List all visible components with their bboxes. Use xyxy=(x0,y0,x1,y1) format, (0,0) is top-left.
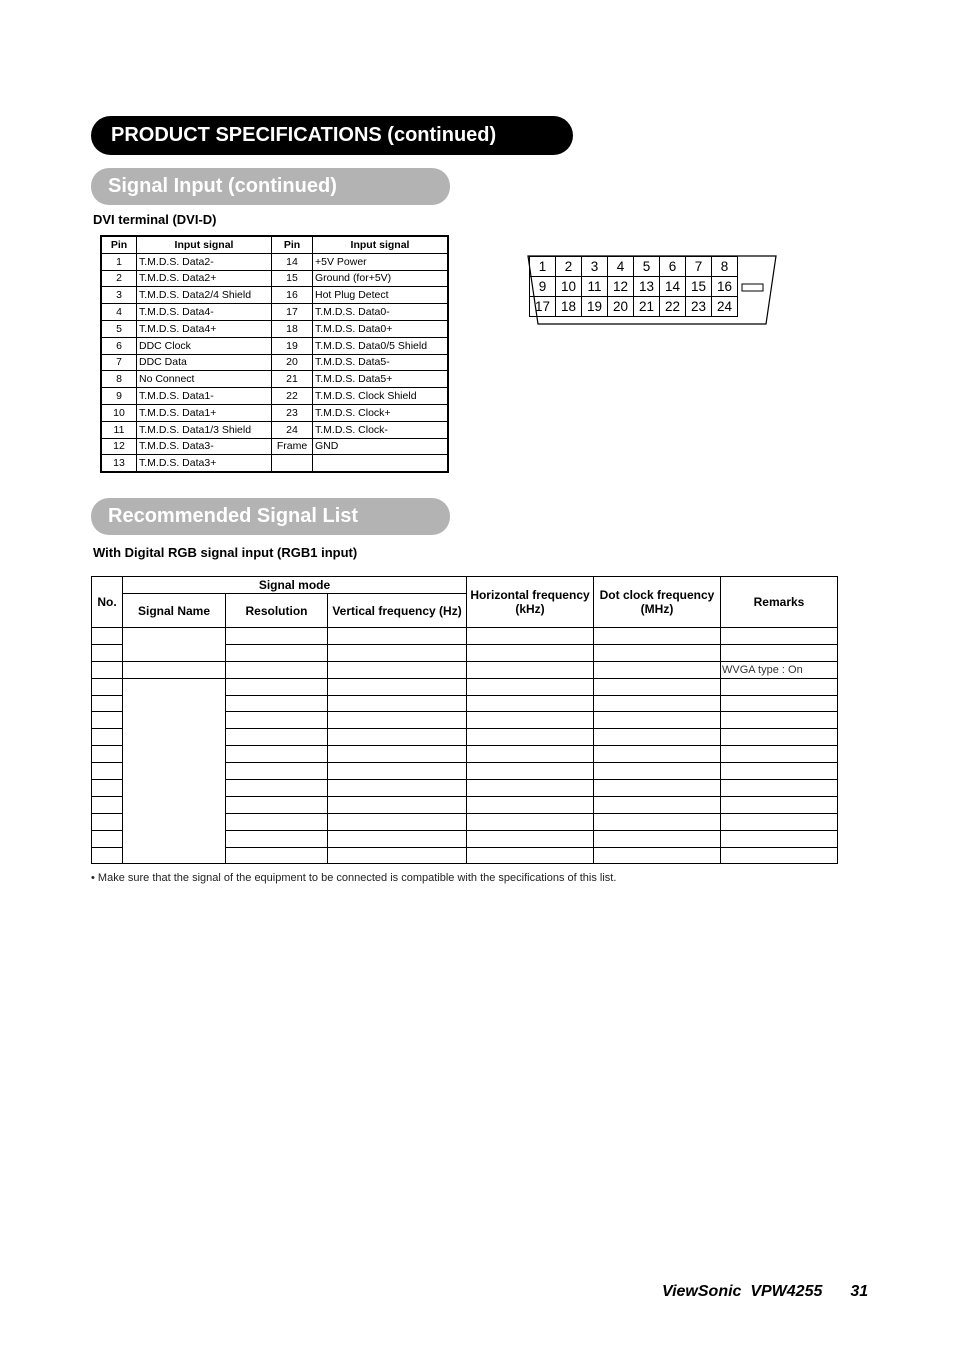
cell-horizontal-frequency xyxy=(467,763,594,780)
cell-no xyxy=(92,830,123,847)
cell-resolution xyxy=(226,813,328,830)
input-signal: T.M.D.S. Data1+ xyxy=(137,404,272,421)
pin-number: 22 xyxy=(272,388,313,405)
cell-dot-clock xyxy=(594,763,721,780)
connector-pin: 24 xyxy=(712,297,738,317)
cell-vertical-frequency xyxy=(328,763,467,780)
cell-horizontal-frequency xyxy=(467,796,594,813)
pin-number: 1 xyxy=(101,253,137,270)
col-remarks: Remarks xyxy=(721,577,838,628)
cell-resolution xyxy=(226,847,328,864)
connector-pin: 12 xyxy=(608,277,634,297)
input-signal: DDC Data xyxy=(137,354,272,371)
connector-pin: 8 xyxy=(712,257,738,277)
col-pin: Pin xyxy=(272,236,313,253)
pin-number: 5 xyxy=(101,320,137,337)
cell-dot-clock xyxy=(594,644,721,661)
cell-horizontal-frequency xyxy=(467,712,594,729)
pin-number: 24 xyxy=(272,421,313,438)
cell-remarks xyxy=(721,780,838,797)
cell-no xyxy=(92,763,123,780)
cell-resolution xyxy=(226,661,328,678)
pin-number: 16 xyxy=(272,287,313,304)
input-signal: T.M.D.S. Data2+ xyxy=(137,270,272,287)
table-row xyxy=(101,320,448,337)
input-signal: T.M.D.S. Data5- xyxy=(313,354,449,371)
table-row xyxy=(101,270,448,287)
cell-dot-clock xyxy=(594,780,721,797)
cell-horizontal-frequency xyxy=(467,628,594,645)
cell-dot-clock xyxy=(594,695,721,712)
connector-pin: 9 xyxy=(530,277,556,297)
pin-number: 20 xyxy=(272,354,313,371)
footer-brand: ViewSonic VPW4255 xyxy=(662,1283,823,1300)
pin-number: 11 xyxy=(101,421,137,438)
cell-resolution xyxy=(226,628,328,645)
cell-vertical-frequency xyxy=(328,813,467,830)
pin-number: 3 xyxy=(101,287,137,304)
table-row xyxy=(92,678,838,695)
cell-no xyxy=(92,661,123,678)
cell-remarks xyxy=(721,729,838,746)
cell-dot-clock xyxy=(594,661,721,678)
cell-horizontal-frequency xyxy=(467,813,594,830)
section-recommended-signal-list: Recommended Signal List xyxy=(91,498,450,535)
connector-pin: 19 xyxy=(582,297,608,317)
input-signal: T.M.D.S. Data0/5 Shield xyxy=(313,337,449,354)
cell-dot-clock xyxy=(594,796,721,813)
cell-dot-clock xyxy=(594,830,721,847)
connector-pin-row xyxy=(530,297,738,317)
table-row xyxy=(101,438,448,455)
cell-remarks xyxy=(721,830,838,847)
cell-vertical-frequency xyxy=(328,830,467,847)
connector-pin: 2 xyxy=(556,257,582,277)
cell-resolution xyxy=(226,780,328,797)
dvi-heading: DVI terminal (DVI-D) xyxy=(93,212,217,227)
cell-horizontal-frequency xyxy=(467,644,594,661)
cell-vertical-frequency xyxy=(328,695,467,712)
cell-vertical-frequency xyxy=(328,847,467,864)
cell-dot-clock xyxy=(594,813,721,830)
cell-dot-clock xyxy=(594,746,721,763)
connector-pin: 15 xyxy=(686,277,712,297)
connector-pin: 4 xyxy=(608,257,634,277)
cell-signal-name xyxy=(123,628,226,662)
cell-horizontal-frequency xyxy=(467,830,594,847)
connector-pin: 6 xyxy=(660,257,686,277)
connector-pin: 23 xyxy=(686,297,712,317)
col-resolution: Resolution xyxy=(226,594,328,628)
cell-resolution xyxy=(226,695,328,712)
cell-signal-name xyxy=(123,678,226,864)
cell-vertical-frequency xyxy=(328,729,467,746)
pin-number: 19 xyxy=(272,337,313,354)
cell-remarks xyxy=(721,644,838,661)
cell-remarks xyxy=(721,847,838,864)
cell-dot-clock xyxy=(594,847,721,864)
pin-number: 7 xyxy=(101,354,137,371)
input-signal: DDC Clock xyxy=(137,337,272,354)
cell-dot-clock xyxy=(594,628,721,645)
cell-no xyxy=(92,729,123,746)
col-pin: Pin xyxy=(101,236,137,253)
cell-no xyxy=(92,746,123,763)
table-row xyxy=(101,388,448,405)
cell-vertical-frequency xyxy=(328,678,467,695)
pin-number xyxy=(272,455,313,472)
cell-horizontal-frequency xyxy=(467,729,594,746)
signal-list-heading: With Digital RGB signal input (RGB1 input) xyxy=(93,545,358,560)
section-signal-input: Signal Input (continued) xyxy=(91,168,450,205)
input-signal: T.M.D.S. Clock- xyxy=(313,421,449,438)
connector-pin-row xyxy=(530,277,738,297)
table-row xyxy=(101,354,448,371)
cell-vertical-frequency xyxy=(328,644,467,661)
cell-horizontal-frequency xyxy=(467,661,594,678)
cell-no xyxy=(92,695,123,712)
input-signal: T.M.D.S. Data3+ xyxy=(137,455,272,472)
connector-key-slot xyxy=(742,284,763,291)
connector-pin: 21 xyxy=(634,297,660,317)
connector-pin: 18 xyxy=(556,297,582,317)
cell-resolution xyxy=(226,644,328,661)
cell-resolution xyxy=(226,729,328,746)
table-header-row xyxy=(101,236,448,253)
cell-dot-clock xyxy=(594,712,721,729)
cell-resolution xyxy=(226,830,328,847)
col-input-signal: Input signal xyxy=(137,236,272,253)
table-row xyxy=(101,337,448,354)
cell-horizontal-frequency xyxy=(467,678,594,695)
connector-pin: 14 xyxy=(660,277,686,297)
table-row xyxy=(92,628,838,645)
cell-remarks: WVGA type : On xyxy=(721,661,838,678)
cell-horizontal-frequency xyxy=(467,746,594,763)
cell-horizontal-frequency xyxy=(467,780,594,797)
connector-pin: 13 xyxy=(634,277,660,297)
connector-pin: 5 xyxy=(634,257,660,277)
cell-resolution xyxy=(226,746,328,763)
input-signal: T.M.D.S. Data0- xyxy=(313,304,449,321)
table-row xyxy=(92,661,838,678)
input-signal: Hot Plug Detect xyxy=(313,287,449,304)
cell-signal-name xyxy=(123,661,226,678)
cell-vertical-frequency xyxy=(328,661,467,678)
page-title: PRODUCT SPECIFICATIONS (continued) xyxy=(91,116,573,155)
recommended-signal-table xyxy=(91,576,838,864)
pin-number: 12 xyxy=(101,438,137,455)
table-row xyxy=(101,404,448,421)
compatibility-note: • Make sure that the signal of the equipment to be connected is compatible with the specifications of this list. xyxy=(91,872,617,884)
col-signal-name: Signal Name xyxy=(123,594,226,628)
input-signal: T.M.D.S. Data2/4 Shield xyxy=(137,287,272,304)
connector-pin: 11 xyxy=(582,277,608,297)
input-signal: GND xyxy=(313,438,449,455)
cell-remarks xyxy=(721,678,838,695)
connector-pin: 16 xyxy=(712,277,738,297)
col-vertical-frequency: Vertical frequency (Hz) xyxy=(328,594,467,628)
connector-pin: 1 xyxy=(530,257,556,277)
cell-vertical-frequency xyxy=(328,780,467,797)
input-signal: T.M.D.S. Data4- xyxy=(137,304,272,321)
table-row xyxy=(101,304,448,321)
connector-pin: 3 xyxy=(582,257,608,277)
cell-dot-clock xyxy=(594,729,721,746)
cell-vertical-frequency xyxy=(328,628,467,645)
table-row xyxy=(101,287,448,304)
table-row xyxy=(101,455,448,472)
cell-no xyxy=(92,628,123,645)
input-signal: No Connect xyxy=(137,371,272,388)
input-signal: T.M.D.S. Data4+ xyxy=(137,320,272,337)
cell-remarks xyxy=(721,813,838,830)
pin-number: 9 xyxy=(101,388,137,405)
cell-no xyxy=(92,780,123,797)
input-signal: T.M.D.S. Data2- xyxy=(137,253,272,270)
pin-number: 14 xyxy=(272,253,313,270)
connector-pin: 7 xyxy=(686,257,712,277)
pin-number: 15 xyxy=(272,270,313,287)
cell-resolution xyxy=(226,678,328,695)
page-number: 31 xyxy=(850,1283,869,1300)
input-signal: T.M.D.S. Data1- xyxy=(137,388,272,405)
cell-resolution xyxy=(226,712,328,729)
pin-number: 6 xyxy=(101,337,137,354)
pin-number: 23 xyxy=(272,404,313,421)
col-no: No. xyxy=(92,577,123,628)
pin-number: 4 xyxy=(101,304,137,321)
input-signal: T.M.D.S. Data3- xyxy=(137,438,272,455)
table-row xyxy=(101,371,448,388)
cell-resolution xyxy=(226,796,328,813)
connector-pin-row xyxy=(530,257,738,277)
pin-number: 18 xyxy=(272,320,313,337)
cell-no xyxy=(92,678,123,695)
cell-remarks xyxy=(721,695,838,712)
input-signal xyxy=(313,455,449,472)
cell-no xyxy=(92,712,123,729)
cell-horizontal-frequency xyxy=(467,695,594,712)
connector-pin: 10 xyxy=(556,277,582,297)
cell-no xyxy=(92,796,123,813)
connector-pin: 17 xyxy=(530,297,556,317)
input-signal: Ground (for+5V) xyxy=(313,270,449,287)
col-dot-clock: Dot clock frequency (MHz) xyxy=(594,577,721,628)
cell-remarks xyxy=(721,763,838,780)
pin-number: 21 xyxy=(272,371,313,388)
cell-vertical-frequency xyxy=(328,712,467,729)
connector-pin-grid xyxy=(529,256,738,317)
connector-pin: 22 xyxy=(660,297,686,317)
pin-number: 13 xyxy=(101,455,137,472)
pin-number: Frame xyxy=(272,438,313,455)
pin-number: 8 xyxy=(101,371,137,388)
input-signal: T.M.D.S. Data5+ xyxy=(313,371,449,388)
col-signal-mode: Signal mode xyxy=(123,577,467,594)
pin-number: 2 xyxy=(101,270,137,287)
cell-remarks xyxy=(721,628,838,645)
table-row xyxy=(101,253,448,270)
cell-no xyxy=(92,644,123,661)
dvi-pin-table xyxy=(100,235,449,473)
input-signal: T.M.D.S. Data1/3 Shield xyxy=(137,421,272,438)
connector-pin: 20 xyxy=(608,297,634,317)
cell-remarks xyxy=(721,796,838,813)
table-header-row xyxy=(92,577,838,594)
cell-horizontal-frequency xyxy=(467,847,594,864)
page-footer xyxy=(662,1283,868,1301)
input-signal: T.M.D.S. Data0+ xyxy=(313,320,449,337)
cell-vertical-frequency xyxy=(328,796,467,813)
col-horizontal-frequency: Horizontal frequency (kHz) xyxy=(467,577,594,628)
table-row xyxy=(101,421,448,438)
col-input-signal: Input signal xyxy=(313,236,449,253)
cell-resolution xyxy=(226,763,328,780)
cell-dot-clock xyxy=(594,678,721,695)
cell-vertical-frequency xyxy=(328,746,467,763)
cell-remarks xyxy=(721,746,838,763)
input-signal: T.M.D.S. Clock Shield xyxy=(313,388,449,405)
cell-remarks xyxy=(721,712,838,729)
cell-no xyxy=(92,813,123,830)
pin-number: 17 xyxy=(272,304,313,321)
pin-number: 10 xyxy=(101,404,137,421)
input-signal: +5V Power xyxy=(313,253,449,270)
cell-no xyxy=(92,847,123,864)
input-signal: T.M.D.S. Clock+ xyxy=(313,404,449,421)
